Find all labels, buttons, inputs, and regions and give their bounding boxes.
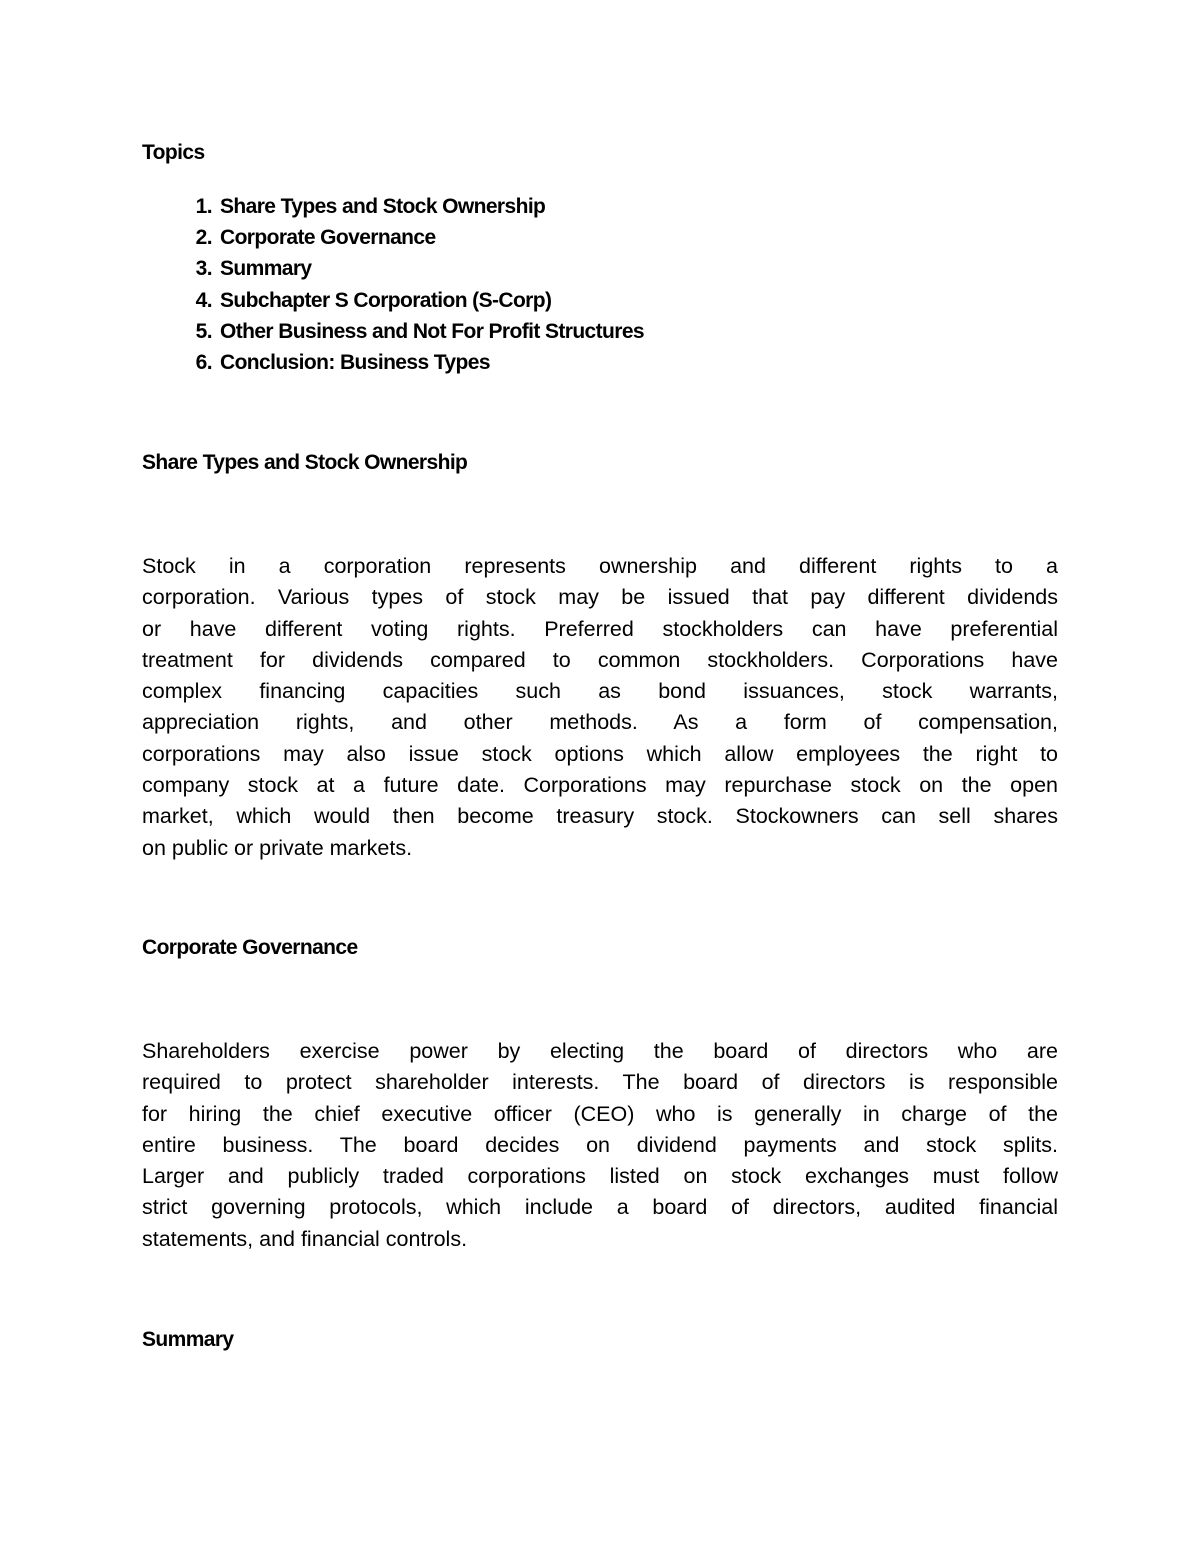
- section-heading-summary: Summary: [142, 1328, 234, 1351]
- paragraph-corporate-governance: [142, 1036, 1058, 1255]
- paragraph-line: Shareholders exercise power by electing the board of directors who are: [142, 1039, 1058, 1063]
- topics-list-item: [142, 253, 644, 284]
- topics-item-label: Conclusion: Business Types: [220, 350, 490, 374]
- topics-list-item: [142, 316, 644, 347]
- paragraph-line: corporations may also issue stock options which allow employees the right to: [142, 741, 1058, 766]
- paragraph-line: or have different voting rights. Preferred stockholders can have preferential: [142, 616, 1058, 641]
- topics-list-item: [142, 347, 644, 378]
- paragraph-line: market, which would then become treasury stock. Stockowners can sell shares: [142, 804, 1058, 829]
- paragraph-line: Stock in a corporation represents ownership and different rights to a: [142, 554, 1058, 578]
- section-heading-share-types: Share Types and Stock Ownership: [142, 451, 468, 474]
- topics-item-label: Other Business and Not For Profit Structures: [220, 319, 644, 343]
- paragraph-line: appreciation rights, and other methods. As a form of compensation,: [142, 710, 1058, 735]
- topics-item-number: 5.: [195, 319, 212, 343]
- paragraph-line: entire business. The board decides on dividend payments and stock splits.: [142, 1132, 1058, 1157]
- topics-item-number: 2.: [195, 226, 212, 250]
- topics-item-label: Subchapter S Corporation (S-Corp): [220, 288, 552, 312]
- paragraph-line: complex financing capacities such as bond issuances, stock warrants,: [142, 679, 1058, 704]
- topics-heading: Topics: [142, 141, 205, 164]
- topics-item-number: 4.: [195, 288, 212, 312]
- topics-item-label: Summary: [220, 257, 312, 281]
- topics-item-number: 6.: [195, 350, 212, 374]
- paragraph-line: statements, and financial controls.: [142, 1226, 468, 1251]
- topics-list-item: [142, 285, 644, 316]
- paragraph-share-types: [142, 551, 1058, 864]
- paragraph-line: strict governing protocols, which include a board of directors, audited financial: [142, 1195, 1058, 1220]
- topics-item-label: Share Types and Stock Ownership: [220, 195, 546, 218]
- topics-list: [142, 191, 644, 378]
- topics-item-number: 3.: [195, 257, 212, 281]
- paragraph-line: company stock at a future date. Corporations may repurchase stock on the open: [142, 773, 1058, 798]
- topics-item-number: 1.: [195, 195, 212, 218]
- paragraph-line: Larger and publicly traded corporations listed on stock exchanges must follow: [142, 1164, 1058, 1189]
- topics-item-label: Corporate Governance: [220, 226, 436, 250]
- paragraph-line: treatment for dividends compared to common stockholders. Corporations have: [142, 647, 1058, 672]
- paragraph-line: corporation. Various types of stock may be issued that pay different dividends: [142, 585, 1058, 610]
- topics-list-item: [142, 191, 644, 222]
- paragraph-line: required to protect shareholder interests. The board of directors is responsible: [142, 1070, 1058, 1095]
- section-heading-corporate-governance: Corporate Governance: [142, 936, 358, 959]
- topics-list-item: [142, 222, 644, 253]
- paragraph-line: for hiring the chief executive officer (CEO) who is generally in charge of the: [142, 1101, 1058, 1126]
- paragraph-line: on public or private markets.: [142, 835, 413, 860]
